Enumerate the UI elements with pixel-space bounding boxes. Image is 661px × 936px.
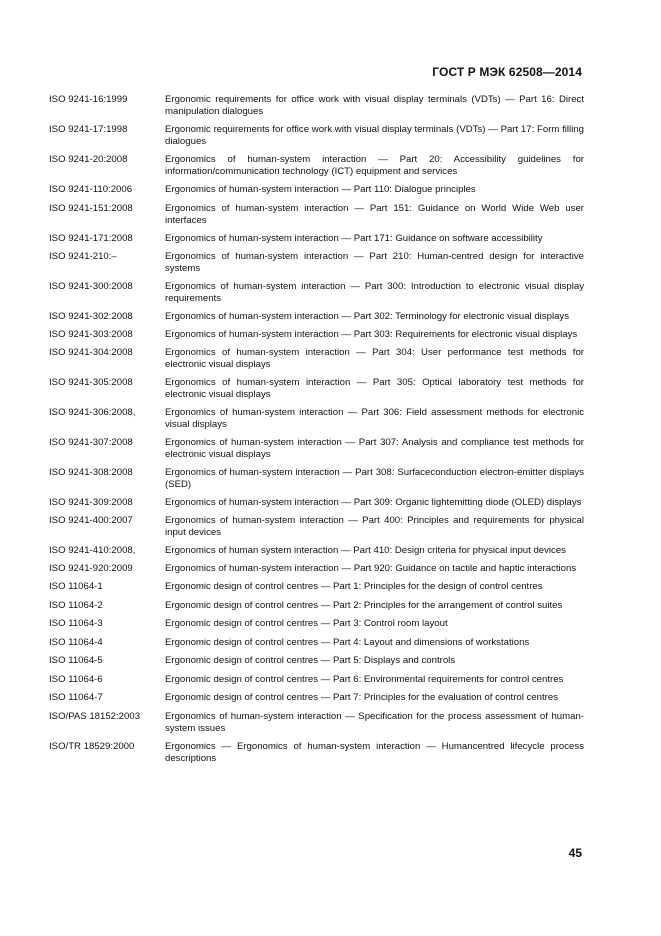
reference-description: Ergonomics of human-system interaction — Part 920: Guidance on tactile and haptic interactions	[165, 563, 577, 574]
reference-description: Ergonomic requirements for office work with visual display terminals (VDTs) — Part 16: Direct manipulation dialogues	[165, 94, 584, 117]
reference-row	[49, 711, 584, 735]
reference-row	[49, 94, 584, 118]
reference-description: Ergonomic design of control centres — Part 5: Displays and controls	[165, 655, 456, 666]
reference-description: Ergonomic design of control centres — Part 4: Layout and dimensions of workstations	[165, 636, 530, 648]
reference-code: ISO 9241-302:2008	[49, 311, 133, 322]
reference-row	[49, 124, 584, 148]
reference-code: ISO 11064-1	[49, 581, 103, 592]
reference-row	[49, 251, 584, 275]
reference-code: ISO 11064-7	[49, 692, 103, 703]
reference-description: Ergonomic requirements for office work with visual display terminals (VDTs) — Part 17: Form filling dialogues	[165, 124, 584, 147]
reference-row	[49, 377, 584, 401]
reference-row	[49, 563, 584, 575]
reference-code: ISO/TR 18529:2000	[49, 740, 135, 752]
reference-row	[49, 184, 584, 196]
reference-description: Ergonomics of human-system interaction — Part 400: Principles and requirements for physical input devices	[165, 515, 584, 538]
reference-row	[49, 467, 584, 491]
reference-description: Ergonomics of human-system interaction — Part 309: Organic lightemitting diode (OLED) displays	[165, 497, 582, 508]
reference-description: Ergonomics of human-system interaction — Part 151: Guidance on World Wide Web user interfaces	[165, 202, 584, 226]
reference-description: Ergonomics of human-system interaction — Part 305: Optical laboratory test methods for electronic visual displays	[165, 377, 584, 400]
reference-code: ISO 9241-304:2008	[49, 347, 133, 358]
reference-row	[49, 741, 584, 765]
reference-row	[49, 674, 584, 686]
reference-row	[49, 545, 584, 557]
reference-row	[49, 203, 584, 227]
reference-row	[49, 692, 584, 704]
page-number: 45	[568, 846, 582, 860]
reference-code: ISO 9241-308:2008	[49, 467, 133, 478]
reference-code: ISO 11064-3	[49, 618, 103, 629]
reference-row	[49, 497, 584, 509]
reference-row	[49, 637, 584, 649]
reference-code: ISO 9241-300:2008	[49, 281, 133, 292]
reference-row	[49, 437, 584, 461]
reference-row	[49, 407, 584, 431]
reference-code: ISO 9241-400:2007	[49, 515, 133, 526]
reference-code: ISO 11064-4	[49, 636, 103, 648]
reference-row	[49, 329, 584, 341]
reference-description: Ergonomics of human-system interaction — Part 307: Analysis and compliance test methods for electronic visual displays	[165, 437, 584, 460]
reference-description: Ergonomics of human-system interaction — Specification for the process assessment of human-system issues	[165, 710, 584, 734]
reference-description: Ergonomic design of control centres — Part 3: Control room layout	[165, 618, 448, 629]
reference-code: ISO 9241-20:2008	[49, 154, 128, 165]
reference-row	[49, 655, 584, 667]
reference-code: ISO 11064-2	[49, 599, 103, 611]
reference-description: Ergonomics of human-system interaction — Part 110: Dialogue principles	[165, 184, 476, 195]
reference-code: ISO 9241-410:2008,	[49, 545, 136, 556]
reference-description: Ergonomic design of control centres — Part 1: Principles for the design of control centres	[165, 581, 543, 592]
reference-description: Ergonomics of human-system interaction — Part 302: Terminology for electronic visual displays	[165, 311, 570, 322]
reference-row	[49, 233, 584, 245]
reference-code: ISO 9241-303:2008	[49, 329, 133, 340]
reference-list	[49, 94, 584, 771]
reference-description: Ergonomic design of control centres — Part 2: Principles for the arrangement of control suites	[165, 599, 563, 611]
reference-row	[49, 154, 584, 178]
reference-description: Ergonomics of human-system interaction — Part 300: Introduction to electronic visual display requirements	[165, 281, 584, 304]
reference-description: Ergonomics of human-system interaction — Part 304: User performance test methods for electronic visual displays	[165, 347, 584, 370]
reference-code: ISO 9241-16:1999	[49, 94, 128, 105]
reference-description: Ergonomics of human-system interaction — Part 20: Accessibility guidelines for information/communication technology (ICT) equipment and services	[165, 154, 584, 177]
reference-description: Ergonomics of human-system interaction — Part 306: Field assessment methods for electronic visual displays	[165, 407, 584, 430]
reference-code: ISO 9241-305:2008	[49, 377, 133, 388]
reference-code: ISO 9241-309:2008	[49, 497, 133, 508]
reference-row	[49, 347, 584, 371]
reference-row	[49, 600, 584, 612]
document-header-title: ГОСТ Р МЭК 62508—2014	[432, 65, 582, 79]
reference-code: ISO 9241-920:2009	[49, 563, 133, 574]
reference-description: Ergonomic design of control centres — Part 7: Principles for the evaluation of control centres	[165, 692, 559, 703]
reference-code: ISO 9241-17:1998	[49, 124, 128, 135]
reference-row	[49, 618, 584, 630]
reference-row	[49, 515, 584, 539]
reference-description: Ergonomics of human-system interaction — Part 303: Requirements for electronic visual displays	[165, 329, 578, 340]
reference-description: Ergonomics of human-system interaction — Part 171: Guidance on software accessibility	[165, 232, 543, 244]
reference-description: Ergonomics of human system interaction — Part 410: Design criteria for physical input devices	[165, 545, 566, 556]
reference-code: ISO 11064-5	[49, 655, 103, 666]
reference-description: Ergonomic design of control centres — Part 6: Environmental requirements for control centres	[165, 673, 564, 685]
reference-code: ISO 9241-306:2008,	[49, 407, 136, 418]
reference-description: Ergonomics of human-system interaction — Part 210: Human-centred design for interactive systems	[165, 251, 584, 274]
reference-code: ISO 9241-110:2006	[49, 184, 133, 195]
reference-code: ISO 9241-307:2008	[49, 437, 133, 448]
reference-code: ISO 9241-151:2008	[49, 202, 133, 214]
reference-code: ISO 9241-171:2008	[49, 232, 133, 244]
reference-description: Ergonomics — Ergonomics of human-system interaction — Humancentred lifecycle process descriptions	[165, 740, 584, 764]
reference-row	[49, 311, 584, 323]
reference-row	[49, 581, 584, 593]
reference-row	[49, 281, 584, 305]
reference-description: Ergonomics of human-system interaction — Part 308: Surfaceconduction electron-emitter displays (SED)	[165, 467, 584, 490]
reference-code: ISO/PAS 18152:2003	[49, 710, 141, 722]
reference-code: ISO 11064-6	[49, 673, 103, 685]
reference-code: ISO 9241-210:–	[49, 251, 117, 262]
